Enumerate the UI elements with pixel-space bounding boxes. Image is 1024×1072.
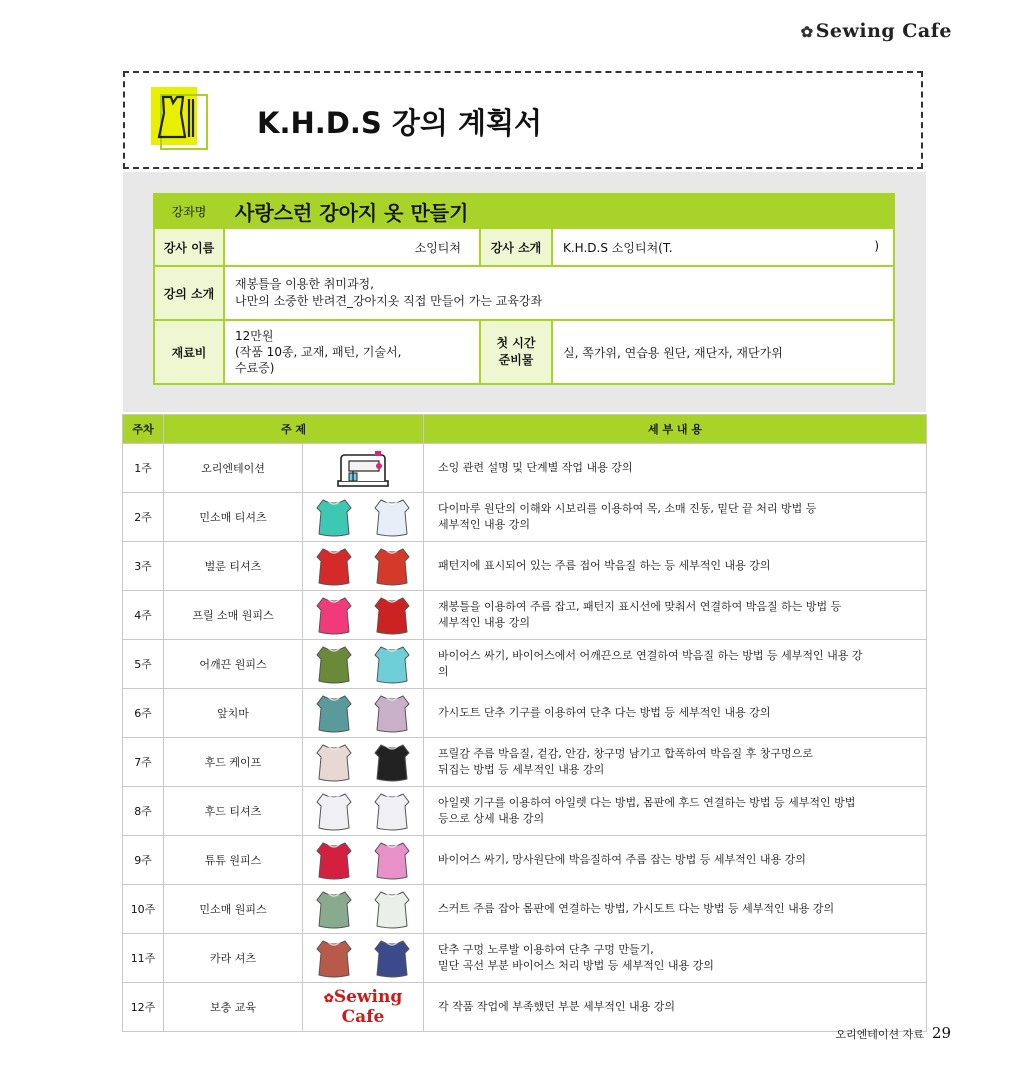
garment-photo-back	[367, 790, 417, 832]
detail-line: 등으로 상세 내용 강의	[438, 812, 545, 825]
detail-cell	[424, 591, 927, 640]
project-image-cell	[303, 493, 424, 542]
project-image-cell	[303, 542, 424, 591]
garment-photo-back	[367, 888, 417, 930]
sewing-machine-icon	[335, 447, 391, 489]
detail-line: 바이어스 싸기, 바이어스에서 어깨끈으로 연결하여 박음질 하는 방법 등 세부적인 내용 강	[438, 649, 863, 663]
garment-photo-front	[309, 496, 359, 538]
detail-line: 아일렛 기구를 이용하여 아일렛 다는 방법, 몸판에 후드 연결하는 방법 등 세부적인 방법	[438, 796, 856, 810]
instructor-intro-label: 강사 소개	[480, 228, 552, 266]
project-image-cell	[303, 689, 424, 738]
project-image-cell	[303, 591, 424, 640]
schedule-row	[123, 689, 927, 738]
week-cell: 1주	[123, 444, 164, 493]
lecture-intro	[224, 266, 894, 320]
page-title: K.H.D.S 강의 계획서	[257, 106, 543, 140]
garment-photo-back	[367, 643, 417, 685]
project-image-cell	[303, 640, 424, 689]
detail-cell	[424, 493, 927, 542]
course-info-table	[153, 193, 895, 385]
instructor-intro-close: )	[874, 238, 879, 253]
flower-icon: ✿	[323, 991, 334, 1005]
topic-cell: 후드 티셔츠	[164, 787, 303, 836]
footer-label: 오리엔테이션 자료	[835, 1028, 924, 1041]
garment-photo-front	[309, 692, 359, 734]
project-image-cell	[303, 983, 424, 1032]
project-image-cell	[303, 787, 424, 836]
detail-cell	[424, 738, 927, 787]
detail-line: 단추 구멍 노루발 이용하여 단추 구멍 만들기,	[438, 943, 654, 957]
detail-cell	[424, 885, 927, 934]
title-box	[123, 71, 923, 169]
lecture-intro-line: 나만의 소중한 반려견_강아지옷 직접 만들어 가는 교육강좌	[235, 294, 543, 308]
project-image-cell	[303, 738, 424, 787]
instructor-intro-value: K.H.D.S 소잉티쳐(T.	[563, 240, 673, 255]
garment-photo-front	[309, 937, 359, 979]
schedule-row	[123, 542, 927, 591]
topic-cell: 벌룬 티셔츠	[164, 542, 303, 591]
schedule-row	[123, 934, 927, 983]
garment-photo-front	[309, 790, 359, 832]
week-cell: 4주	[123, 591, 164, 640]
detail-cell	[424, 542, 927, 591]
garment-photo-front	[309, 643, 359, 685]
detail-line: 다이마루 원단의 이해와 시보리를 이용하여 목, 소매 진동, 밑단 끝 처리 방법 등	[438, 502, 817, 516]
schedule-row	[123, 640, 927, 689]
detail-line: 밑단 곡선 부분 바이어스 처리 방법 등 세부적인 내용 강의	[438, 959, 714, 972]
topic-cell: 보충 교육	[164, 983, 303, 1032]
schedule-row	[123, 738, 927, 787]
week-cell: 3주	[123, 542, 164, 591]
topic-cell: 오리엔테이션	[164, 444, 303, 493]
garment-photo-back	[367, 545, 417, 587]
garment-photo-back	[367, 594, 417, 636]
fee-value	[224, 320, 480, 384]
week-cell: 2주	[123, 493, 164, 542]
topic-cell: 프릴 소매 원피스	[164, 591, 303, 640]
detail-line: 프릴감 주름 박음질, 겉감, 안감, 창구멍 남기고 합폭하여 박음질 후 창구멍으로	[438, 747, 813, 761]
detail-header: 세 부 내 용	[424, 415, 927, 444]
detail-line: 뒤집는 방법 등 세부적인 내용 강의	[438, 763, 605, 776]
detail-line: 가시도트 단추 기구를 이용하여 단추 다는 방법 등 세부적인 내용 강의	[438, 706, 771, 720]
detail-line: 패턴지에 표시되어 있는 주름 접어 박음질 하는 등 세부적인 내용 강의	[438, 559, 771, 573]
project-image-cell	[303, 885, 424, 934]
week-cell: 12주	[123, 983, 164, 1032]
topic-cell: 민소매 티셔츠	[164, 493, 303, 542]
schedule-row	[123, 836, 927, 885]
week-cell: 11주	[123, 934, 164, 983]
detail-cell	[424, 934, 927, 983]
logo-text: Sewing Cafe	[333, 987, 403, 1027]
fee-line: 12만원	[235, 328, 274, 343]
week-cell: 8주	[123, 787, 164, 836]
course-name: 사랑스런 강아지 옷 만들기	[224, 194, 894, 228]
schedule-table	[122, 414, 927, 1032]
detail-line: 바이어스 싸기, 망사원단에 박음질하여 주름 잡는 방법 등 세부적인 내용 강의	[438, 853, 806, 867]
detail-line: 소잉 관련 설명 및 단계별 작업 내용 강의	[438, 461, 633, 475]
detail-cell	[424, 640, 927, 689]
garment-photo-back	[367, 741, 417, 783]
topic-cell: 민소매 원피스	[164, 885, 303, 934]
project-image-cell	[303, 836, 424, 885]
garment-photo-front	[309, 839, 359, 881]
sewing-cafe-logo	[303, 987, 423, 1027]
garment-photo-back	[367, 839, 417, 881]
lecture-intro-line: 재봉틀을 이용한 취미과정,	[235, 276, 374, 291]
detail-line: 재봉틀을 이용하여 주름 잡고, 패턴지 표시선에 맞춰서 연결하여 박음질 하는 방법 등	[438, 600, 842, 614]
instructor-intro	[552, 228, 894, 266]
week-cell: 9주	[123, 836, 164, 885]
flower-icon: ✿	[800, 23, 814, 41]
topic-cell: 튜튜 원피스	[164, 836, 303, 885]
schedule-row	[123, 493, 927, 542]
topic-header: 주 제	[164, 415, 424, 444]
week-cell: 6주	[123, 689, 164, 738]
brand-text: Sewing Cafe	[815, 20, 952, 42]
fee-line: (작품 10종, 교재, 패턴, 기술서,	[235, 344, 402, 359]
topic-cell: 어깨끈 원피스	[164, 640, 303, 689]
week-header: 주차	[123, 415, 164, 444]
detail-line: 세부적인 내용 강의	[438, 616, 531, 629]
week-cell: 10주	[123, 885, 164, 934]
page-number: 29	[931, 1024, 951, 1042]
instructor-name-label: 강사 이름	[154, 228, 224, 266]
topic-cell: 앞치마	[164, 689, 303, 738]
detail-cell	[424, 787, 927, 836]
schedule-row	[123, 444, 927, 493]
course-info-panel	[123, 172, 926, 412]
lecture-intro-label: 강의 소개	[154, 266, 224, 320]
first-class-supplies-label: 첫 시간 준비물	[480, 320, 552, 384]
garment-photo-back	[367, 937, 417, 979]
page-footer	[835, 1024, 951, 1042]
garment-photo-front	[309, 888, 359, 930]
schedule-row	[123, 885, 927, 934]
fee-label: 재료비	[154, 320, 224, 384]
fee-line: 수료증)	[235, 361, 275, 376]
detail-cell	[424, 836, 927, 885]
schedule-row	[123, 591, 927, 640]
schedule-row	[123, 787, 927, 836]
course-name-label: 강좌명	[154, 194, 224, 228]
topic-cell: 카라 셔츠	[164, 934, 303, 983]
garment-photo-back	[367, 692, 417, 734]
first-class-supplies: 실, 쪽가위, 연습용 원단, 재단자, 재단가위	[552, 320, 894, 384]
schedule-row	[123, 983, 927, 1032]
detail-line: 스커트 주름 잡아 몸판에 연결하는 방법, 가시도트 다는 방법 등 세부적인 내용 강의	[438, 902, 835, 916]
brand-logo	[801, 20, 952, 42]
project-image-cell	[303, 934, 424, 983]
project-image-cell	[303, 444, 424, 493]
detail-line: 각 작품 작업에 부족했던 부분 세부적인 내용 강의	[438, 1000, 675, 1014]
topic-cell: 후드 케이프	[164, 738, 303, 787]
detail-cell	[424, 444, 927, 493]
garment-photo-front	[309, 594, 359, 636]
dress-form-icon	[151, 87, 209, 151]
garment-photo-front	[309, 741, 359, 783]
week-cell: 7주	[123, 738, 164, 787]
detail-cell	[424, 689, 927, 738]
detail-line: 의	[438, 665, 449, 678]
garment-photo-front	[309, 545, 359, 587]
detail-line: 세부적인 내용 강의	[438, 518, 531, 531]
garment-photo-back	[367, 496, 417, 538]
week-cell: 5주	[123, 640, 164, 689]
instructor-name: 소잉티쳐	[224, 228, 480, 266]
